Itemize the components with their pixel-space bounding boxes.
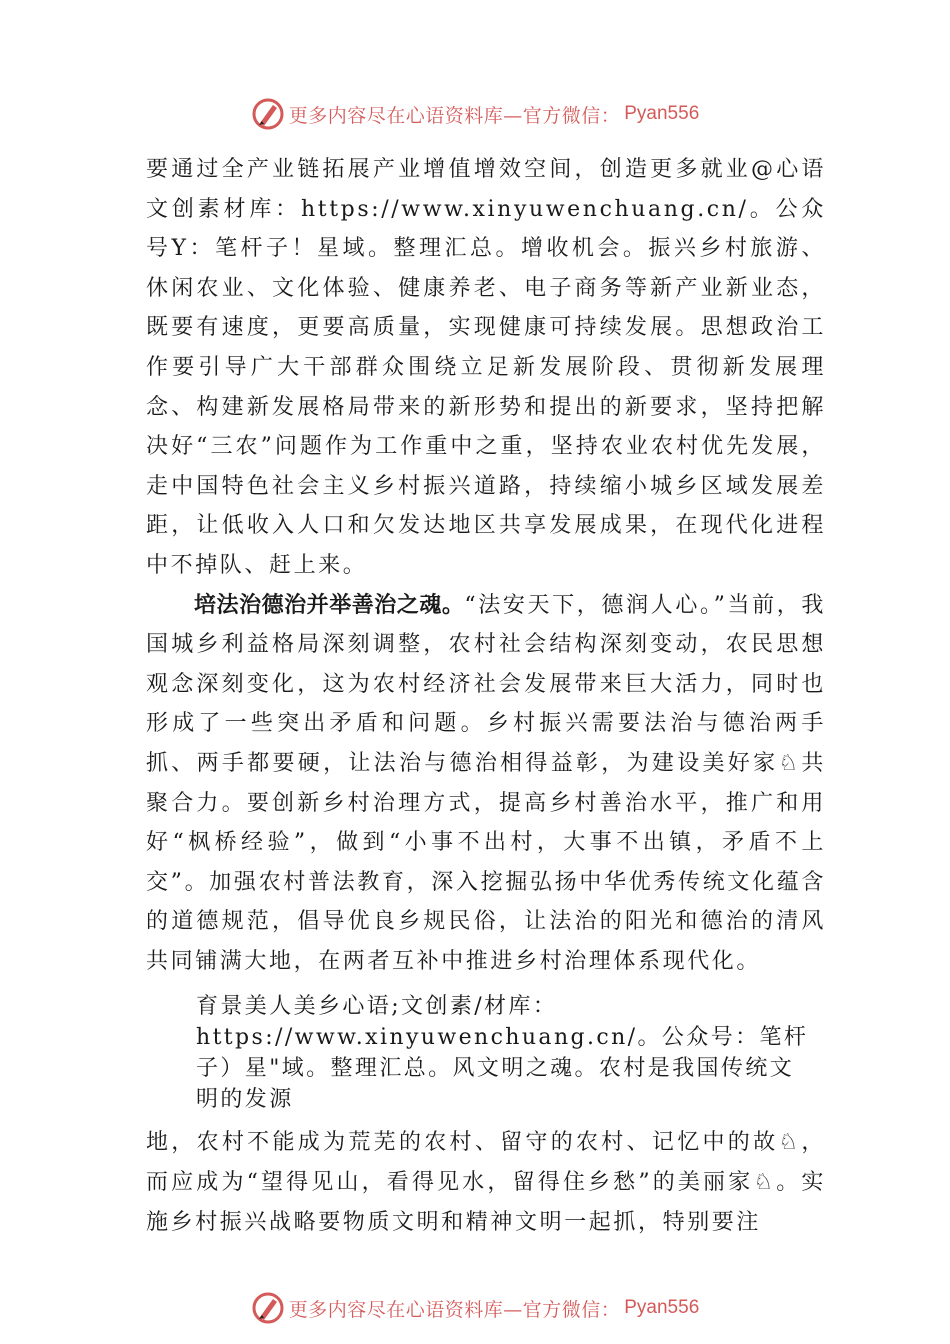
paragraph-3: 育景美人美乡心语;文创素/材库：https://www.xinyuwenchuang.cn/。公众号：笔杆子）星"域。整理汇总。风文明之魂。农村是我国传统文明的发源: [196, 994, 809, 1113]
banner-text: 更多内容尽在心语资料库—官方微信：: [288, 1298, 621, 1321]
document-body: [146, 150, 826, 1242]
pen-logo-icon: [251, 97, 285, 131]
header-banner: [0, 94, 950, 134]
paragraph-2-lead: 培法治德治并举善治之魂。: [194, 592, 465, 618]
paragraph-2: [146, 586, 826, 982]
pen-logo-icon: [251, 1291, 285, 1325]
banner-text: 更多内容尽在心语资料库—官方微信：: [288, 104, 621, 127]
paragraph-1: 要通过全产业链拓展产业增值增效空间，创造更多就业@心语文创素材库：https://www.xinyuwenchuang.cn/。公众号Y：笔杆子！星域。整理汇总。增收机会。振兴乡村旅游、休闲农业、文化体验、健康养老、电子商务等新产业新业态，既要有速度，更要高质量，实现健康可持续发展。思想政治工作要引导广大干部群众围绕立足新发展阶段、贯彻新发展理念、构建新发展格局带来的新形势和提出的新要求，坚持把解决好“三农”问题作为工作重中之重，坚持农业农村优先发展，走中国特色社会主义乡村振兴道路，持续缩小城乡区域发展差距，让低收入人口和欠发达地区共享发展成果，在现代化进程中不掉队、赶上来。: [146, 157, 826, 578]
paragraph-2-text: “法安天下，德润人心。”当前，我国城乡利益格局深刻调整，农村社会结构深刻变动，农民思想观念深刻变化，这为农村经济社会发展带来巨大活力，同时也形成了一些突出矛盾和问题。乡村振兴需要法治与德治两手抓、两手都要硬，让法治与德治相得益彰，为建设美好家♘共聚合力。要创新乡村治理方式，提高乡村善治水平，推广和用好“枫桥经验”，做到“小事不出村，大事不出镇，矛盾不上交”。加强农村普法教育，深入挖掘弘扬中华优秀传统文化蕴含的道德规范，倡导优良乡规民俗，让法治的阳光和德治的清风共同铺满大地，在两者互补中推进乡村治理体系现代化。: [146, 592, 826, 974]
banner-account: Pyan556: [624, 1297, 700, 1318]
footer-banner: [0, 1288, 950, 1328]
paragraph-4: 地，农村不能成为荒芜的农村、留守的农村、记忆中的故♘，而应成为“望得见山，看得见水，留得住乡愁”的美丽家♘。实施乡村振兴战略要物质文明和精神文明一起抓，特别要注: [146, 1130, 826, 1235]
banner-account: Pyan556: [624, 103, 700, 124]
